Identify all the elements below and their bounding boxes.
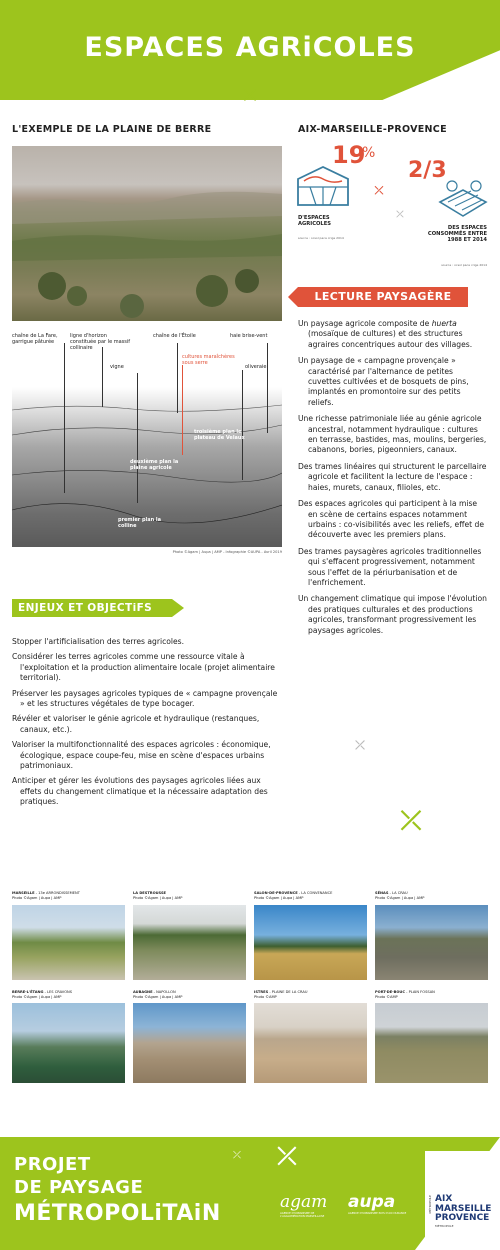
photo-caption: SÉNAS - LA CRAU Photo ©Agam | Aupa | AMP	[375, 891, 425, 900]
lecture-title: LECTURE PAYSAGÈRE	[314, 290, 452, 303]
section-title-plaine: L'EXEMPLE DE LA PLAINE DE BERRE	[12, 124, 212, 135]
enjeux-title: ENJEUX ET OBJECTiFS	[18, 602, 153, 614]
farmland-icon	[296, 165, 351, 210]
stat1-unit: %	[362, 145, 376, 161]
photo-la-destrousse	[133, 905, 246, 980]
cross-grey-icon: ⤫	[355, 738, 365, 752]
label-chaine-fare: chaîne de La Fare, garrigue pâturée	[12, 333, 58, 345]
photo-caption: AUBAGNE - NAPOLLON Photo ©Agam | Aupa | AMP	[133, 990, 183, 999]
photo-berre	[12, 1003, 125, 1083]
label-haie: haie brise-vent	[230, 333, 268, 339]
stat1-source: source : ocsol paca crige 2014	[298, 236, 344, 240]
label-deuxieme-plan: deuxième plan la plaine agricole	[130, 459, 179, 471]
lecture-item: Des trames paysagères agricoles traditionnelles qui s'effacent progressivement, notamment sous l'effet de la périurbanisation et de l'enfrichement.	[298, 546, 482, 587]
region-title: AIX-MARSEILLE-PROVENCE	[298, 124, 447, 135]
photo-caption: SALON-DE-PROVENCE - LA CONVENANCE Photo ©Agam | Aupa | AMP	[254, 891, 333, 900]
cross-small-icon: ⤫	[233, 1150, 241, 1161]
lecture-item: Une richesse patrimoniale liée au génie agricole ancestral, notamment hydraulique : cultures en terrasse, bastides, mas, moulins, bergeries, cabanons, bories, pigeonniers, canaux.	[298, 414, 487, 455]
cross-ornament-icon: ⤫	[243, 86, 256, 104]
label-troisieme-plan: troisième plan le plateau de Velaux	[194, 429, 245, 441]
enjeux-item: Considérer les terres agricoles comme une ressource vitale à l'exploitation et la production alimentaire locale (projet alimentaire territorial).	[12, 652, 275, 683]
photo-marseille	[12, 905, 125, 980]
footer-banner	[0, 1137, 500, 1250]
enjeux-item: Préserver les paysages agricoles typiques de « campagne provençale » et les structures végétales de type bocager.	[12, 688, 278, 709]
lecture-paysagere-banner	[298, 287, 468, 307]
lecture-item: Des trames linéaires qui structurent le parcellaire agricole et facilitent la lecture de l'espace : haies, murets, canaux, filioles, etc.	[298, 461, 487, 492]
cross-large-icon: ⤫	[400, 806, 422, 836]
footer-line3: MÉTROPOLiTAiN	[14, 1201, 221, 1226]
photo-istres	[254, 1003, 367, 1083]
agam-logo: agam AGENCE D'URBANISME DE L'AGGLOMÉRATION MARSEILLAISE	[280, 1192, 328, 1218]
landscape-sketch	[12, 325, 282, 547]
photo-salon	[254, 905, 367, 980]
lecture-item: Des espaces agricoles qui participent à la mise en scène de certains espaces notamment urbains : co-visibilités avec les reliefs, effet de découverte avec les premiers plans.	[298, 499, 485, 540]
cross-grey-icon: ⤫	[396, 210, 404, 220]
label-premier-plan: premier plan la colline	[118, 517, 162, 529]
photo-caption: ISTRES - PLAINE DE LA CRAU Photo ©AMP	[254, 990, 308, 999]
enjeux-item: Révéler et valoriser le génie agricole et hydraulique (restanques, canaux, etc.).	[12, 714, 260, 734]
enjeux-item: Valoriser la multifonctionnalité des espaces agricoles : économique, écologique, espace coupe-feu, mise en scène d'espaces urbains patrimoniaux.	[12, 740, 271, 771]
enjeux-banner	[12, 599, 172, 617]
stat1-label: D'ESPACES AGRICOLES	[298, 215, 331, 227]
lecture-item: Un paysage de « campagne provençale » caractérisé par l'alternance de petites cuvettes cultivées et de bosquets de pins, implantés en promontoire sur des petits reliefs.	[298, 356, 469, 407]
label-cultures: cultures maraîchères sous serre	[182, 354, 235, 366]
photo-caption: MARSEILLE - 13e ARRONDISSEMENT Photo ©Agam | Aupa | AMP	[12, 891, 80, 900]
cross-ornament-icon: ⤫	[277, 1142, 297, 1170]
plaine-de-berre-photo	[12, 146, 282, 321]
photo-caption: PORT-DE-BOUC - PLAIN FOSSAN Photo ©AMP	[375, 990, 435, 999]
enjeux-list	[12, 637, 284, 813]
photo-caption: LA DESTROUSSE Photo ©Agam | Aupa | AMP	[133, 891, 183, 900]
label-oliveraie: oliveraie	[245, 364, 267, 370]
label-vigne: vigne	[110, 364, 124, 370]
footer-line2: DE PAYSAGE	[14, 1177, 144, 1198]
label-ligne-horizon: ligne d'horizon constituée par le massif collinaire	[70, 333, 131, 351]
label-chaine-etoile: chaîne de l'Étoile	[153, 333, 196, 339]
lecture-item: Un changement climatique qui impose l'évolution des pratiques culturales et des productions agricoles, transformant progressivement les paysages agricoles.	[298, 594, 487, 635]
cross-small-icon: ⤫	[374, 184, 384, 197]
stat2-value: 2/3	[408, 158, 447, 183]
stat1-value: 19	[332, 141, 366, 169]
photo-port-de-bouc	[375, 1003, 488, 1083]
photo-senas	[375, 905, 488, 980]
photo-caption: BERRE-L'ÉTANG - LES CRAVONS Photo ©Agam | Aupa | AMP	[12, 990, 72, 999]
aupa-logo: aupa AGENCE D'URBANISME PAYS D'AIX DURANCE	[348, 1192, 407, 1215]
stat2-label: DES ESPACES CONSOMMÉS ENTRE 1988 ET 2014	[427, 225, 487, 243]
footer-line1: PROJET	[14, 1154, 91, 1175]
lecture-item: Un paysage agricole composite de huerta (mosaïque de cultures) et des structures agraires concentriques autour des villages.	[298, 319, 473, 349]
enjeux-item: Stopper l'artificialisation des terres agricoles.	[12, 637, 185, 646]
stat2-source: source : ocsol paca crige 2014	[441, 263, 487, 267]
photo-credit: Photo ©Agam | Aupa | AMP - Infographie ©AUPA - Avril 2019	[172, 550, 282, 554]
consumed-land-icon	[438, 180, 488, 222]
page-title: ESPACES AGRiCOLES	[84, 32, 416, 63]
metropole-logo: MÉTROPOLE AIX MARSEILLE PROVENCE MÉTROPOLE	[428, 1194, 492, 1228]
photo-aubagne	[133, 1003, 246, 1083]
enjeux-item: Anticiper et gérer les évolutions des paysages agricoles liées aux effets du changement climatique et la nécessaire adaptation des pratiques.	[12, 776, 268, 807]
lecture-list	[298, 319, 488, 642]
